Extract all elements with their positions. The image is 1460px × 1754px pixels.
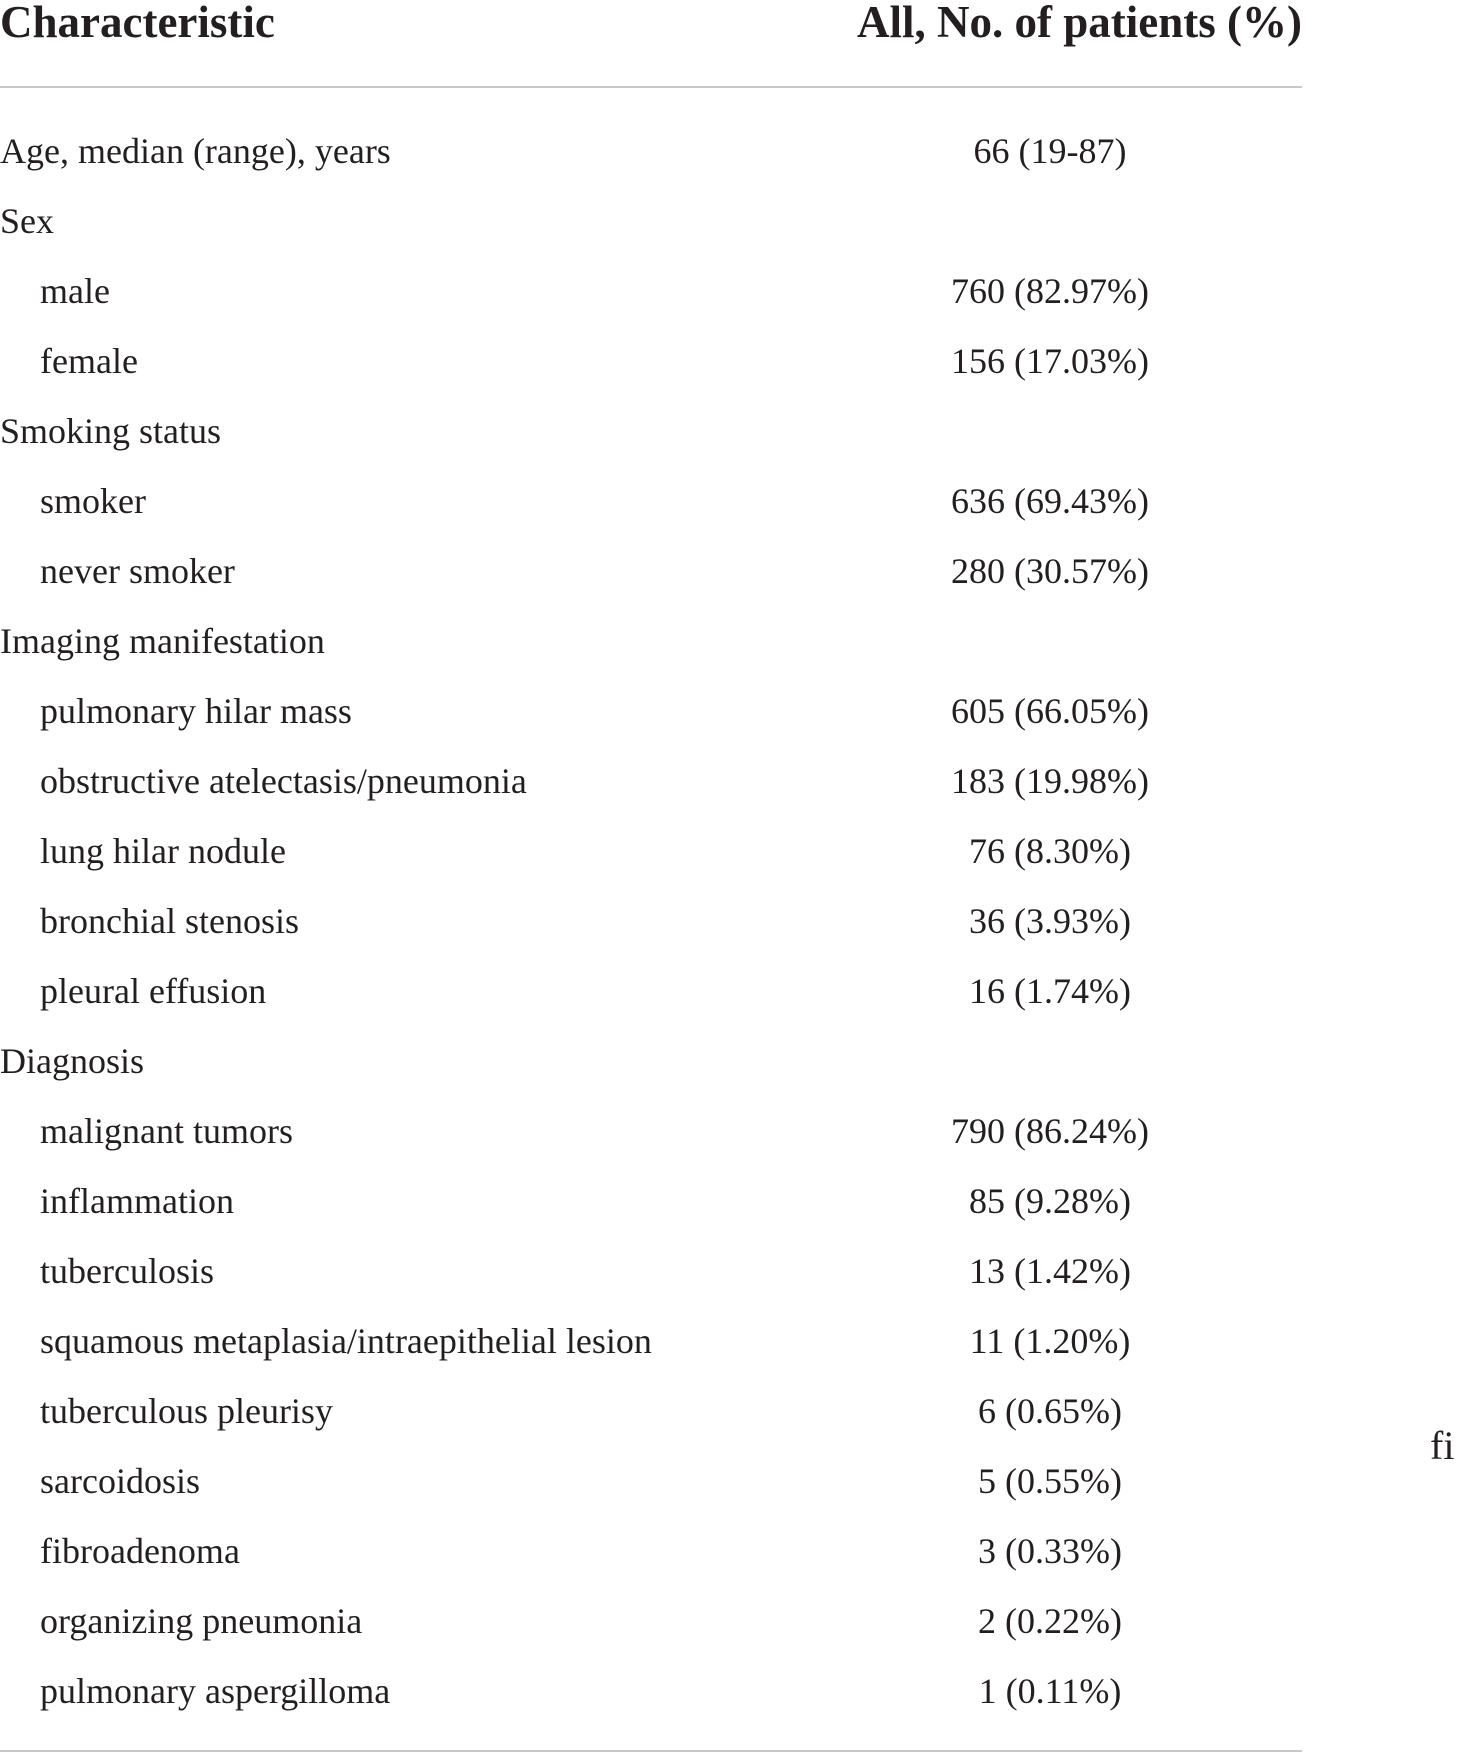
table-row-group: [0, 398, 1302, 468]
row-label: Imaging manifestation: [0, 621, 325, 661]
table-row: [0, 818, 1302, 888]
row-label: fibroadenoma: [40, 1531, 240, 1571]
table-row-group: [0, 118, 1302, 188]
row-value: 1 (0.11%): [978, 1671, 1122, 1711]
table-row: [0, 888, 1302, 958]
row-value: 790 (86.24%): [951, 1111, 1149, 1151]
row-label: Sex: [0, 201, 54, 241]
stray-glyph: fi: [1430, 1423, 1455, 1468]
row-value: 636 (69.43%): [951, 481, 1149, 521]
row-label: inflammation: [40, 1181, 234, 1221]
table-row: [0, 1308, 1302, 1378]
row-value: 13 (1.42%): [969, 1251, 1131, 1291]
row-label: Smoking status: [0, 411, 222, 451]
row-value: 3 (0.33%): [978, 1531, 1122, 1571]
header-characteristic: Characteristic: [0, 0, 275, 47]
table-row: [0, 1588, 1302, 1658]
table-row: [0, 1448, 1302, 1518]
table-row: [0, 1168, 1302, 1238]
table-row: [0, 1098, 1302, 1168]
table-header: [0, 0, 1302, 88]
row-label: bronchial stenosis: [40, 901, 299, 941]
table-body: [0, 88, 1302, 1728]
row-label: Age, median (range), years: [0, 131, 391, 171]
table-row: [0, 328, 1302, 398]
table-row: [0, 538, 1302, 608]
row-label: pleural effusion: [40, 971, 267, 1011]
row-label: never smoker: [40, 551, 235, 591]
row-value: 66 (19-87): [973, 131, 1127, 171]
row-label: organizing pneumonia: [40, 1601, 363, 1641]
row-label: tuberculous pleurisy: [40, 1391, 333, 1431]
row-value: 36 (3.93%): [969, 901, 1131, 941]
table-row: [0, 678, 1302, 748]
row-label: Diagnosis: [0, 1041, 144, 1081]
row-value: 183 (19.98%): [951, 761, 1149, 801]
table-row-group: [0, 1028, 1302, 1098]
row-label: tuberculosis: [40, 1251, 214, 1291]
table-bottom-rule: [0, 1750, 1302, 1752]
table-row: [0, 1378, 1302, 1448]
table-row-group: [0, 608, 1302, 678]
row-label: obstructive atelectasis/pneumonia: [40, 761, 527, 801]
row-label: lung hilar nodule: [40, 831, 286, 871]
row-label: female: [40, 341, 138, 381]
table-row: [0, 1238, 1302, 1308]
row-value: 605 (66.05%): [951, 691, 1149, 731]
row-label: squamous metaplasia/intraepithelial lesion: [40, 1321, 652, 1361]
row-value: 760 (82.97%): [951, 271, 1149, 311]
table-row: [0, 468, 1302, 538]
table-row: [0, 258, 1302, 328]
row-value: 16 (1.74%): [969, 971, 1131, 1011]
row-value: 11 (1.20%): [969, 1321, 1131, 1361]
row-value: 85 (9.28%): [969, 1181, 1131, 1221]
table-row: [0, 958, 1302, 1028]
table-row: [0, 1518, 1302, 1588]
table-row: [0, 1658, 1302, 1728]
row-label: smoker: [40, 481, 146, 521]
row-value: 156 (17.03%): [951, 341, 1149, 381]
table-row: [0, 748, 1302, 818]
row-value: 280 (30.57%): [951, 551, 1149, 591]
row-value: 6 (0.65%): [978, 1391, 1122, 1431]
row-value: 76 (8.30%): [969, 831, 1131, 871]
row-label: sarcoidosis: [40, 1461, 200, 1501]
row-label: pulmonary hilar mass: [40, 691, 352, 731]
table-row-group: [0, 188, 1302, 258]
row-value: 5 (0.55%): [978, 1461, 1122, 1501]
row-label: male: [40, 271, 110, 311]
header-all-patients: All, No. of patients (%): [857, 0, 1302, 47]
row-value: 2 (0.22%): [978, 1601, 1122, 1641]
row-label: malignant tumors: [40, 1111, 293, 1151]
row-label: pulmonary aspergilloma: [40, 1671, 391, 1711]
